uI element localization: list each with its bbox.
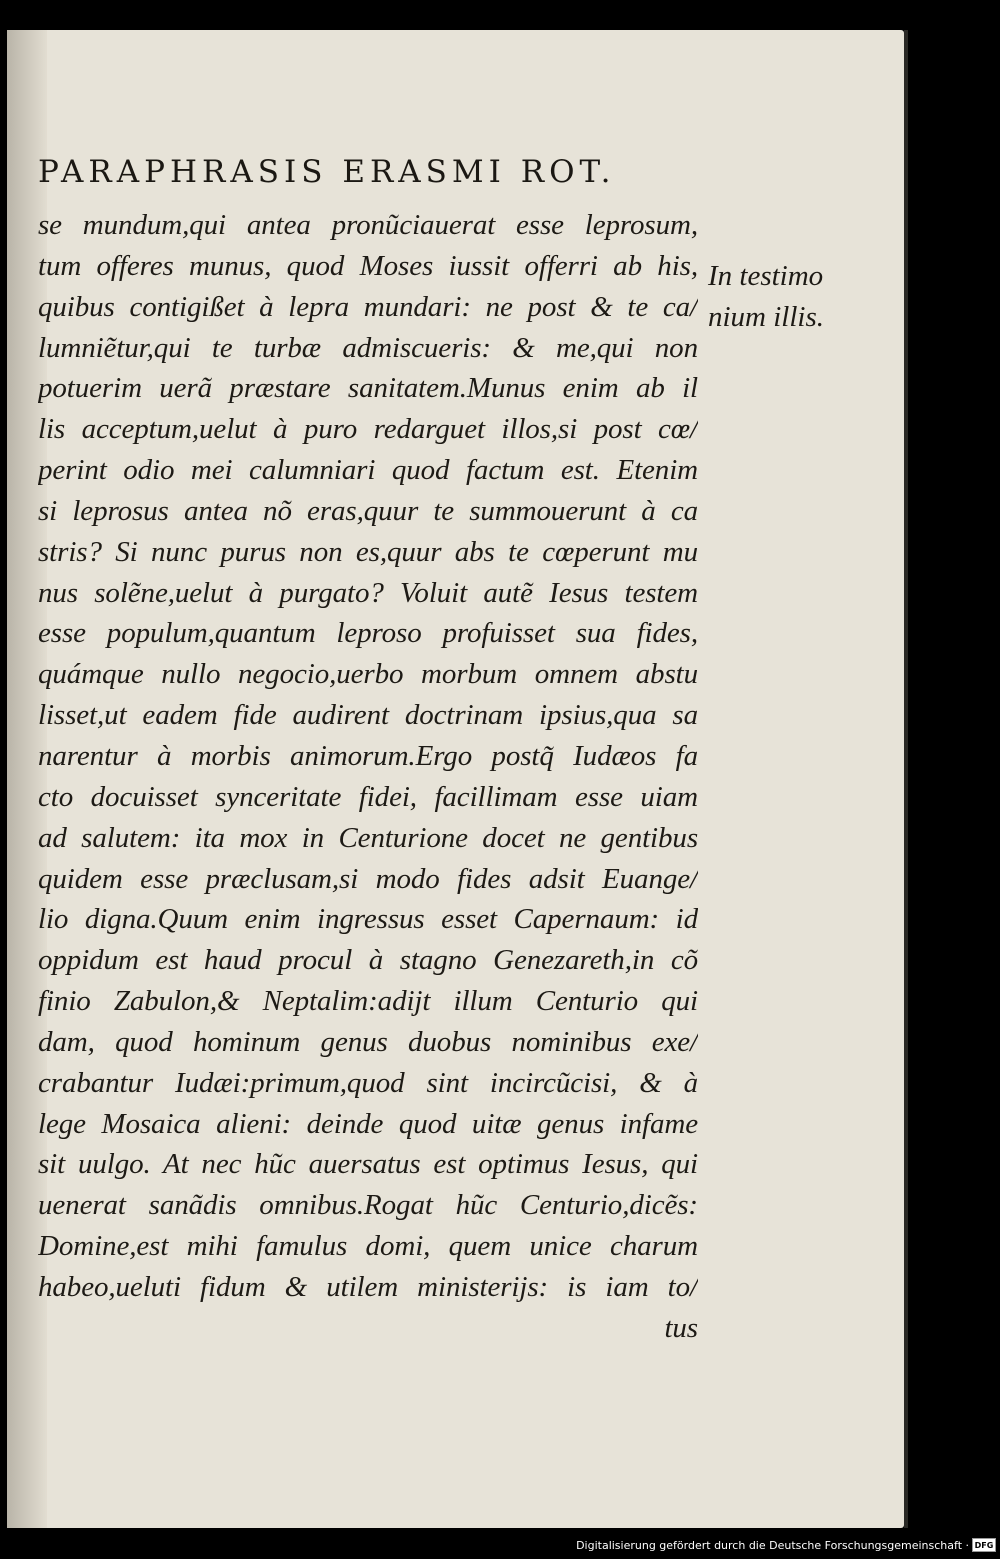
text-line: esse populum,quantum leproso profuisset sua fides, xyxy=(38,617,698,650)
catchword: tus xyxy=(664,1311,698,1344)
text-line: lisset,ut eadem fide audirent doctrinam ipsius,qua sa xyxy=(38,699,698,732)
text-line: finio Zabulon,& Neptalim:adijt illum Centurio qui xyxy=(38,985,698,1018)
text-line: narentur à morbis animorum.Ergo postq̃ Iudæos fa xyxy=(38,739,698,772)
funding-credit: Digitalisierung gefördert durch die Deutsche Forschungsgemeinschaft · xyxy=(576,1538,969,1552)
dfg-logo-icon: DFG xyxy=(972,1538,996,1552)
digitization-footer xyxy=(576,1535,996,1555)
text-line: habeo,ueluti fidum & utilem ministerijs: is iam to/ xyxy=(38,1270,698,1303)
text-line: quámque nullo negocio,uerbo morbum omnem abstu xyxy=(38,658,698,691)
running-head: PARAPHRASIS ERASMI ROT. xyxy=(38,154,616,190)
text-line: uenerat sanãdis omnibus.Rogat hũc Centurio,dicẽs: xyxy=(38,1189,698,1222)
text-line: Domine,est mihi famulus domi, quem unice charum xyxy=(38,1230,698,1263)
text-line: nus solẽne,uelut à purgato? Voluit autẽ Iesus testem xyxy=(38,576,698,609)
margin-note xyxy=(708,256,848,338)
text-line: ad salutem: ita mox in Centurione docet ne gentibus xyxy=(38,821,698,854)
text-line: lege Mosaica alieni: deinde quod uitæ genus infame xyxy=(38,1107,698,1140)
text-line: perint odio mei calumniari quod factum est. Etenim xyxy=(38,454,698,487)
margin-note-line: In testimo xyxy=(708,260,824,292)
text-line: dam, quod hominum genus duobus nominibus exe/ xyxy=(38,1025,698,1058)
text-line: crabantur Iudæi:primum,quod sint incircũcisi, & à xyxy=(38,1066,698,1099)
text-line: quibus contigißet à lepra mundari: ne post & te ca/ xyxy=(38,290,698,323)
text-line: lis acceptum,uelut à puro redarguet illos,si post cœ/ xyxy=(38,413,698,446)
text-line: quidem esse præclusam,si modo fides adsit Euange/ xyxy=(38,862,698,895)
text-line: cto docuisset synceritate fidei, facillimam esse uiam xyxy=(38,780,698,813)
text-line: sit uulgo. At nec hũc auersatus est optimus Iesus, qui xyxy=(38,1148,698,1181)
margin-note-line: nium illis. xyxy=(708,301,825,333)
text-line: potuerim uerã præstare sanitatem.Munus enim ab il xyxy=(38,372,698,405)
text-line: tum offeres munus, quod Moses iussit offerri ab his, xyxy=(38,249,698,282)
text-line: lumniẽtur,qui te turbæ admiscueris: & me,qui non xyxy=(38,331,698,364)
text-line: stris? Si nunc purus non es,quur abs te cœperunt mu xyxy=(38,535,698,568)
body-text xyxy=(38,205,698,1349)
text-line: si leprosus antea nõ eras,quur te summouerunt à ca xyxy=(38,494,698,527)
text-line: lio digna.Quum enim ingressus esset Capernaum: id xyxy=(38,903,698,936)
text-line: oppidum est haud procul à stagno Genezareth,in cõ xyxy=(38,944,698,977)
text-line: se mundum,qui antea pronũciauerat esse leprosum, xyxy=(38,209,698,241)
